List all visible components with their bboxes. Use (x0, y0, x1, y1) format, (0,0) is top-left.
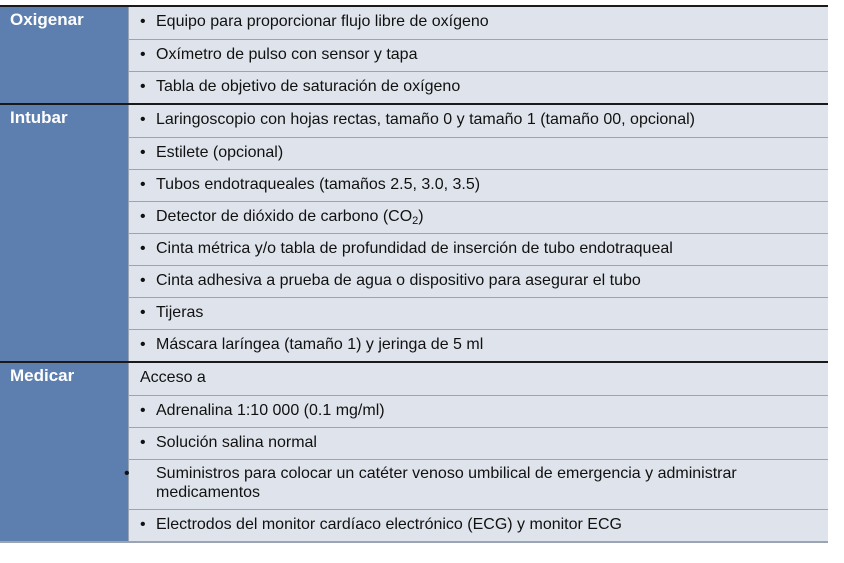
item-text: Oxímetro de pulso con sensor y tapa (156, 46, 418, 63)
bullet-icon: • (140, 336, 146, 353)
item-text: Máscara laríngea (tamaño 1) y jeringa de 5 ml (156, 336, 484, 353)
bullet-icon: • (140, 402, 146, 419)
bullet-icon: • (124, 465, 130, 482)
intro-text: Acceso a (140, 369, 206, 386)
item-text: Adrenalina 1:10 000 (0.1 mg/ml) (156, 402, 385, 419)
list-item (129, 105, 828, 137)
section-medicar (0, 363, 828, 543)
item-text: Tijeras (156, 304, 204, 321)
bullet-icon: • (140, 516, 146, 533)
item-text: Tubos endotraqueales (tamaños 2.5, 3.0, 3.5) (156, 176, 481, 193)
item-text-wrap (124, 464, 828, 502)
list-item (129, 137, 828, 169)
section-items (128, 105, 828, 361)
bullet-icon: • (140, 208, 146, 225)
list-item (129, 265, 828, 297)
item-text: Electrodos del monitor cardíaco electrónico (ECG) y monitor ECG (156, 516, 622, 533)
bullet-icon: • (140, 46, 146, 63)
list-item (129, 169, 828, 201)
item-text: Cinta métrica y/o tabla de profundidad de inserción de tubo endotraqueal (156, 240, 673, 257)
section-items (124, 363, 828, 541)
item-text: Solución salina normal (156, 434, 317, 451)
item-text: Laringoscopio con hojas rectas, tamaño 0 y tamaño 1 (tamaño 00, opcional) (156, 111, 695, 128)
item-text: Equipo para proporcionar flujo libre de oxígeno (156, 13, 489, 30)
section-items (128, 7, 828, 103)
list-item (129, 329, 828, 361)
list-item (129, 201, 828, 233)
bullet-icon: • (140, 272, 146, 289)
bullet-icon: • (140, 240, 146, 257)
item-text: Cinta adhesiva a prueba de agua o dispositivo para asegurar el tubo (156, 272, 641, 289)
bullet-icon: • (140, 176, 146, 193)
bullet-icon: • (140, 111, 146, 128)
list-item (129, 427, 828, 459)
bullet-icon: • (140, 144, 146, 161)
bullet-icon: • (140, 434, 146, 451)
list-item (129, 297, 828, 329)
section-label: Medicar (0, 363, 128, 541)
item-text: Detector de dióxido de carbono (CO (156, 208, 413, 225)
list-item (129, 39, 828, 71)
bullet-icon: • (140, 304, 146, 321)
list-intro (129, 363, 828, 395)
bullet-icon: • (140, 78, 146, 95)
item-text: Estilete (opcional) (156, 144, 284, 161)
co2-close-paren: ) (418, 208, 424, 225)
list-item (129, 395, 828, 427)
list-item (129, 71, 828, 103)
section-intubar (0, 105, 828, 363)
item-text: Tabla de objetivo de saturación de oxígeno (156, 78, 461, 95)
section-oxigenar (0, 7, 828, 105)
section-label: Oxigenar (0, 7, 128, 103)
equipment-table (0, 5, 828, 543)
list-item (124, 459, 828, 509)
section-label: Intubar (0, 105, 128, 361)
item-text: Suministros para colocar un catéter venoso umbilical de emergencia y administrar medicamentos (156, 465, 737, 501)
list-item (129, 509, 828, 541)
list-item (129, 7, 828, 39)
co2-subscript: 2 (412, 215, 419, 227)
list-item (129, 233, 828, 265)
bullet-icon: • (140, 13, 146, 30)
